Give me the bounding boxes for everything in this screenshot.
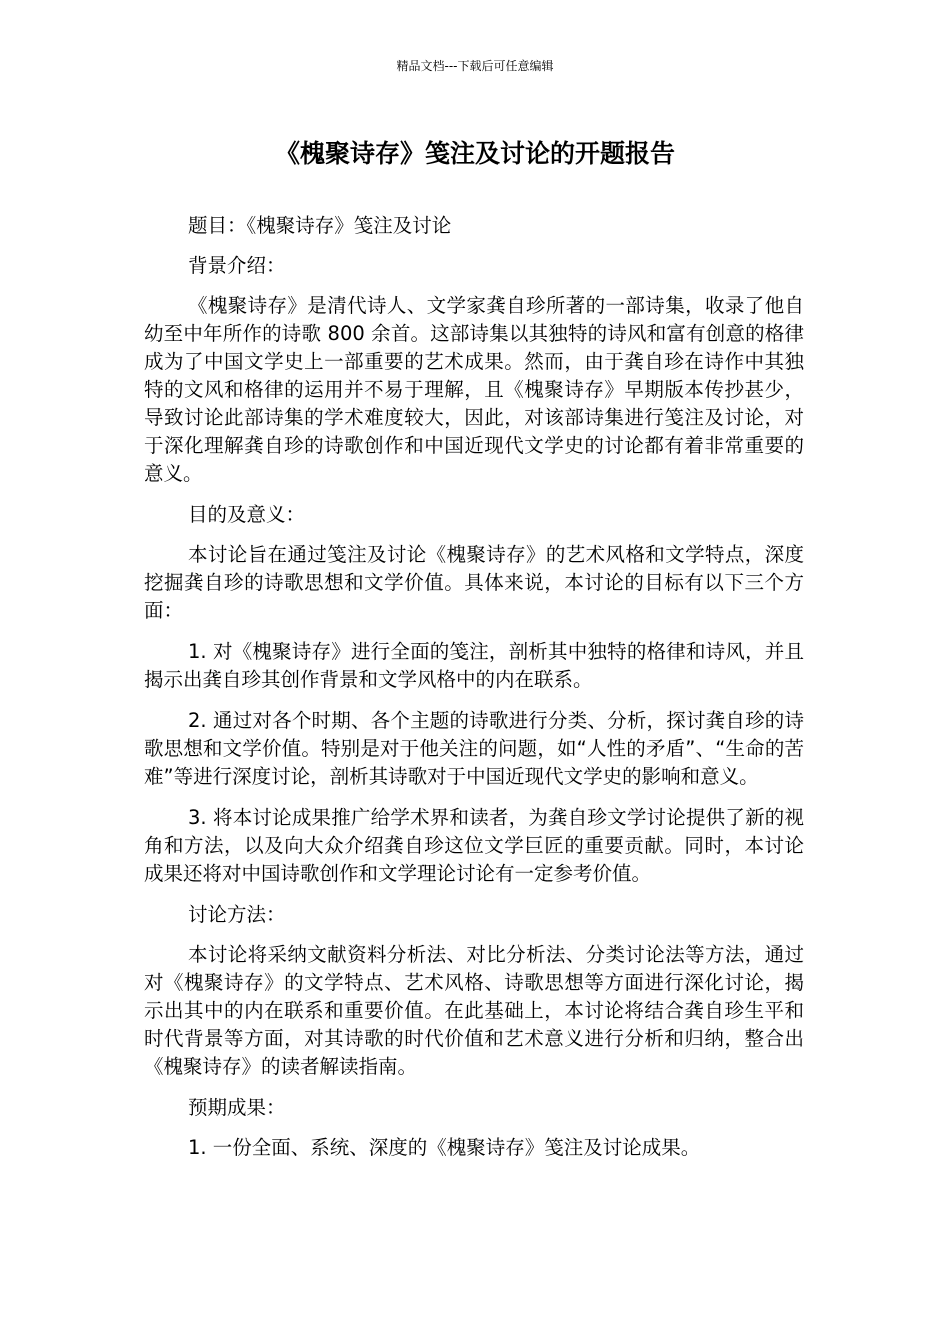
list-item-purpose-2: 2. 通过对各个时期、各个主题的诗歌进行分类、分析，探讨龚自珍的诗歌思想和文学价值。特别是对于他关注的问题，如“人性的矛盾”、“生命的苦难”等进行深度讨论，剖析其诗歌对于中国近现代文学史的影响和意义。 [144,709,804,788]
document-body [144,212,804,1175]
page-header: 精品文档---下载后可任意编辑 [396,59,554,73]
list-item-purpose-3: 3. 将本讨论成果推广给学术界和读者，为龚自珍文学讨论提供了新的视角和方法，以及向大众介绍龚自珍这位文学巨匠的重要贡献。同时，本讨论成果还将对中国诗歌创作和文学理论讨论有一定参考价值。 [144,806,804,885]
paragraph-method: 本讨论将采纳文献资料分析法、对比分析法、分类讨论法等方法，通过对《槐聚诗存》的文学特点、艺术风格、诗歌思想等方面进行深化讨论，揭示出其中的内在联系和重要价值。在此基础上，本讨论将结合龚自珍生平和时代背景等方面，对其诗歌的时代价值和艺术意义进行分析和归纳，整合出《槐聚诗存》的读者解读指南。 [144,943,804,1078]
section-heading-purpose: 目的及意义： [188,503,306,526]
topic-line: 题目：《槐聚诗存》笺注及讨论 [188,214,452,237]
paragraph-purpose: 本讨论旨在通过笺注及讨论《槐聚诗存》的艺术风格和文学特点，深度挖掘龚自珍的诗歌思想和文学价值。具体来说，本讨论的目标有以下三个方面： [144,543,804,622]
list-item-results-1: 1. 一份全面、系统、深度的《槐聚诗存》笺注及讨论成果。 [188,1136,701,1159]
paragraph-background: 《槐聚诗存》是清代诗人、文学家龚自珍所著的一部诗集，收录了他自幼至中年所作的诗歌 800 余首。这部诗集以其独特的诗风和富有创意的格律成为了中国文学史上一部重要的艺术成果。然而，由于龚自珍在诗作中其独特的文风和格律的运用并不易于理解，且《槐聚诗存》早期版本传抄甚少，导致讨论此部诗集的学术难度较大，因此，对该部诗集进行笺注及讨论，对于深化理解龚自珍的诗歌创作和中国近现代文学史的讨论都有着非常重要的意义。 [144,294,804,485]
list-item-purpose-1: 1. 对《槐聚诗存》进行全面的笺注，剖析其中独特的格律和诗风，并且揭示出龚自珍其创作背景和文学风格中的内在联系。 [144,640,804,691]
section-heading-method: 讨论方法： [188,903,286,926]
document-title: 《槐聚诗存》笺注及讨论的开题报告 [274,139,675,168]
section-heading-background: 背景介绍： [188,254,286,277]
section-heading-results: 预期成果： [188,1096,286,1119]
